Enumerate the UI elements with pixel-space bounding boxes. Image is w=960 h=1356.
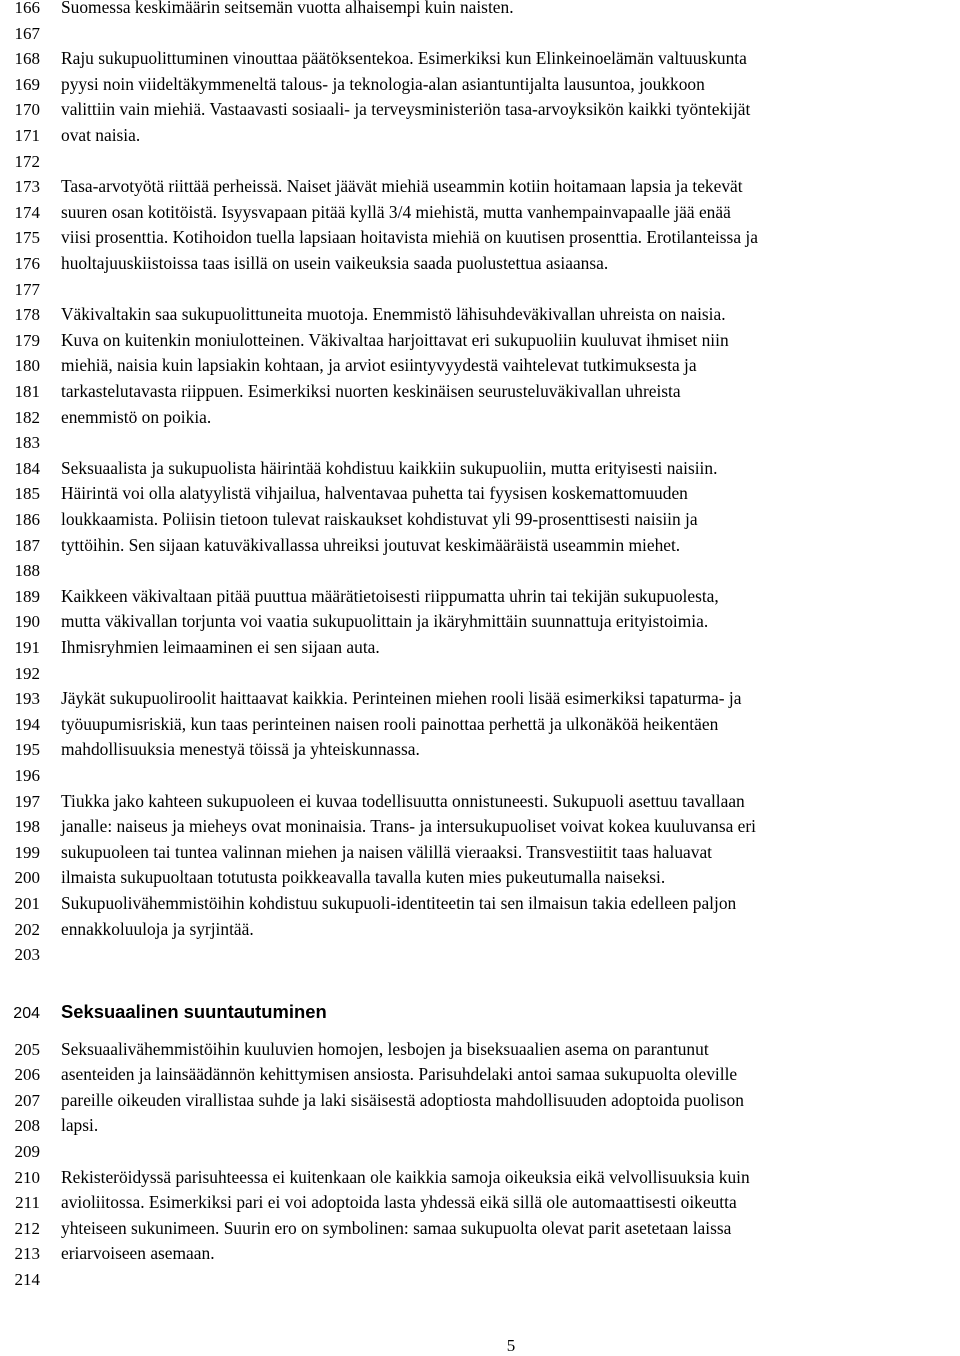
text-line: Seksuaalivähemmistöihin kuuluvien homojen, lesbojen ja biseksuaalien asema on parantunut [61,1038,709,1059]
line-number: 192 [14,663,40,683]
text-line: tyttöihin. Sen sijaan katuväkivallassa uhreiksi joutuvat keskimääräistä useammin miehet. [61,534,681,555]
text-line: pareille oikeuden virallistaa suhde ja laki sisäisestä adoptiosta mahdollisuuden adoptoida puolison [61,1089,744,1110]
text-line: suuren osan kotitöistä. Isyysvapaan pitää kyllä 3/4 miehistä, mutta vanhempainvapaalle jää enää [61,201,731,222]
line-number: 208 [14,1116,40,1136]
text-line: tarkastelutavasta riippuen. Esimerkiksi nuorten keskinäisen seurusteluväkivallan uhreista [61,381,681,401]
line-number: 181 [14,382,40,401]
text-line: Jäykät sukupuoliroolit haittaavat kaikkia. Perinteinen miehen rooli lisää esimerkiksi tapaturma- ja [61,688,742,709]
text-line: Kaikkeen väkivaltaan pitää puuttua määrätietoisesti riippumatta uhrin tai tekijän sukupuolesta, [61,585,719,606]
line-number: 209 [14,1142,40,1161]
line-number: 205 [14,1039,40,1059]
text-line: miehiä, naisia kuin lapsiakin kohtaan, ja arviot esiintyvyydestä vaihtelevat tutkimuksesta ja [61,355,697,376]
text-line: Ihmisryhmien leimaaminen ei sen sijaan auta. [61,637,380,657]
line-number: 196 [14,766,40,785]
text-line: Tasa-arvotyötä riittää perheissä. Naiset jäävät miehiä useammin kotiin hoitamaan lapsia ja tekevät [61,176,743,197]
line-number: 213 [14,1244,40,1264]
text-line: viisi prosenttia. Kotihoidon tuella lapsiaan hoitavista miehiä on kuutisen prosenttia. Erotilanteissa ja [61,227,758,248]
text-line: enemmistö on poikia. [61,406,212,427]
line-number: 193 [14,689,40,709]
line-number: 166 [14,0,40,17]
line-number: 187 [14,535,40,555]
line-number: 189 [14,586,40,606]
text-line: valittiin vain miehiä. Vastaavasti sosiaali- ja terveysministeriön tasa-arvoyksikön kaikki työntekijät [61,99,751,120]
line-number: 188 [14,561,40,581]
text-line: mahdollisuuksia menestyä töissä ja yhteiskunnassa. [61,739,420,760]
text-line: yhteiseen sukunimeen. Suurin ero on symbolinen: samaa sukupuolta olevat parit asetetaan laissa [61,1217,732,1238]
line-number: 195 [14,740,40,760]
text-line: Seksuaalista ja sukupuolista häirintää kohdistuu kaikkiin sukupuoliin, mutta erityisesti naisiin. [61,457,718,478]
text-line: ennakkoluuloja ja syrjintää. [61,918,254,939]
line-number-gutter [0,0,40,1300]
text-line: avioliitossa. Esimerkiksi pari ei voi adoptoida lasta yhdessä eikä sillä ole automaattisesti oikeutta [61,1192,737,1213]
line-number: 203 [14,945,40,965]
text-line: Häirintä voi olla alatyylistä vihjailua, halventavaa puhetta tai fyysisen koskemattomuuden [61,483,688,504]
text-line: Suomessa keskimäärin seitsemän vuotta alhaisempi kuin naisten. [61,0,514,17]
line-number: 207 [14,1090,40,1110]
line-number: 184 [14,458,40,478]
line-number: 174 [14,202,40,222]
line-number: 211 [15,1193,40,1213]
text-line: mutta väkivallan torjunta voi vaatia sukupuolittain ja ikäryhmittäin suunnattuja erityistoimia. [61,611,709,632]
text-line: janalle: naiseus ja mieheys ovat moninaisia. Trans- ja intersukupuoliset voivat kokea kuuluvansa eri [61,816,756,837]
line-number: 173 [14,177,40,197]
line-number: 175 [14,228,40,248]
text-line: Rekisteröidyssä parisuhteessa ei kuitenkaan ole kaikkia samoja oikeuksia eikä velvollisuuksia kuin [61,1166,750,1187]
line-number: 200 [14,868,40,888]
line-number: 190 [14,612,40,632]
line-number: 180 [14,356,40,376]
line-number: 186 [14,510,40,529]
text-line: Raju sukupuolittuminen vinouttaa päätöksentekoa. Esimerkiksi kun Elinkeinoelämän valtuuskunta [61,48,747,69]
line-number: 199 [14,842,40,862]
line-number: 191 [14,638,40,657]
text-line: ovat naisia. [61,125,141,145]
line-number: 172 [14,151,40,171]
text-line: sukupuoleen tai tuntea valinnan miehen ja naisen välillä vieraaksi. Transvestiitit taas haluavat [61,841,713,862]
line-number: 194 [14,714,40,734]
line-number: 177 [14,279,40,299]
line-number: 197 [14,791,40,811]
line-number: 185 [14,484,40,504]
line-number: 198 [14,817,40,837]
line-number: 168 [14,49,40,69]
text-line: lapsi. [61,1115,99,1136]
line-number: 214 [14,1270,40,1289]
line-number: 167 [14,23,40,43]
text-line: työuupumisriskiä, kun taas perinteinen naisen rooli painottaa perhettä ja ulkonäköä heikentäen [61,713,719,734]
section-heading: Seksuaalinen suuntautuminen [61,1001,327,1022]
line-number: 176 [14,254,40,273]
text-line: Väkivaltakin saa sukupuolittuneita muotoja. Enemmistö lähisuhdeväkivallan uhreista on naisia. [61,304,726,325]
line-number: 182 [14,407,40,427]
line-number: 170 [14,100,40,120]
text-line: ilmaista sukupuoltaan totutusta poikkeavalla tavalla kuten mies pukeutumalla naiseksi. [61,867,666,888]
line-number: 183 [14,433,40,453]
line-number: 179 [14,330,40,350]
line-number: 210 [14,1167,40,1187]
text-line: Tiukka jako kahteen sukupuoleen ei kuvaa todellisuutta onnistuneesti. Sukupuoli asettuu tavallaan [61,790,745,811]
line-number: 201 [14,894,40,913]
text-line: Sukupuolivähemmistöihin kohdistuu sukupuoli-identiteetin tai sen ilmaisun takia edelleen paljon [61,893,737,913]
text-line: pyysi noin viideltäkymmeneltä talous- ja teknologia-alan asiantuntijalta lausuntoa, joukkoon [61,73,705,94]
text-line: huoltajuuskiistoissa taas isillä on usein vaikeuksia saada puolustettua asiaansa. [61,253,609,273]
line-number: 204 [13,1005,40,1022]
line-number: 206 [14,1065,40,1085]
text-line: loukkaamista. Poliisin tietoon tulevat raiskaukset kohdistuvat yli 99-prosenttisesti naisiin ja [61,509,698,529]
line-number: 212 [14,1218,40,1238]
line-number: 171 [14,126,40,145]
page-number: 5 [506,1336,516,1355]
line-number: 178 [14,305,40,325]
text-line: Kuva on kuitenkin moniulotteinen. Väkivaltaa harjoittavat eri sukupuoliin kuuluvat ihmiset niin [61,329,729,350]
line-number: 169 [14,74,40,94]
text-line: eriarvoiseen asemaan. [61,1243,215,1264]
text-line: asenteiden ja lainsäädännön kehittymisen ansiosta. Parisuhdelaki antoi samaa sukupuolta oleville [61,1064,738,1085]
line-number: 202 [14,919,40,939]
